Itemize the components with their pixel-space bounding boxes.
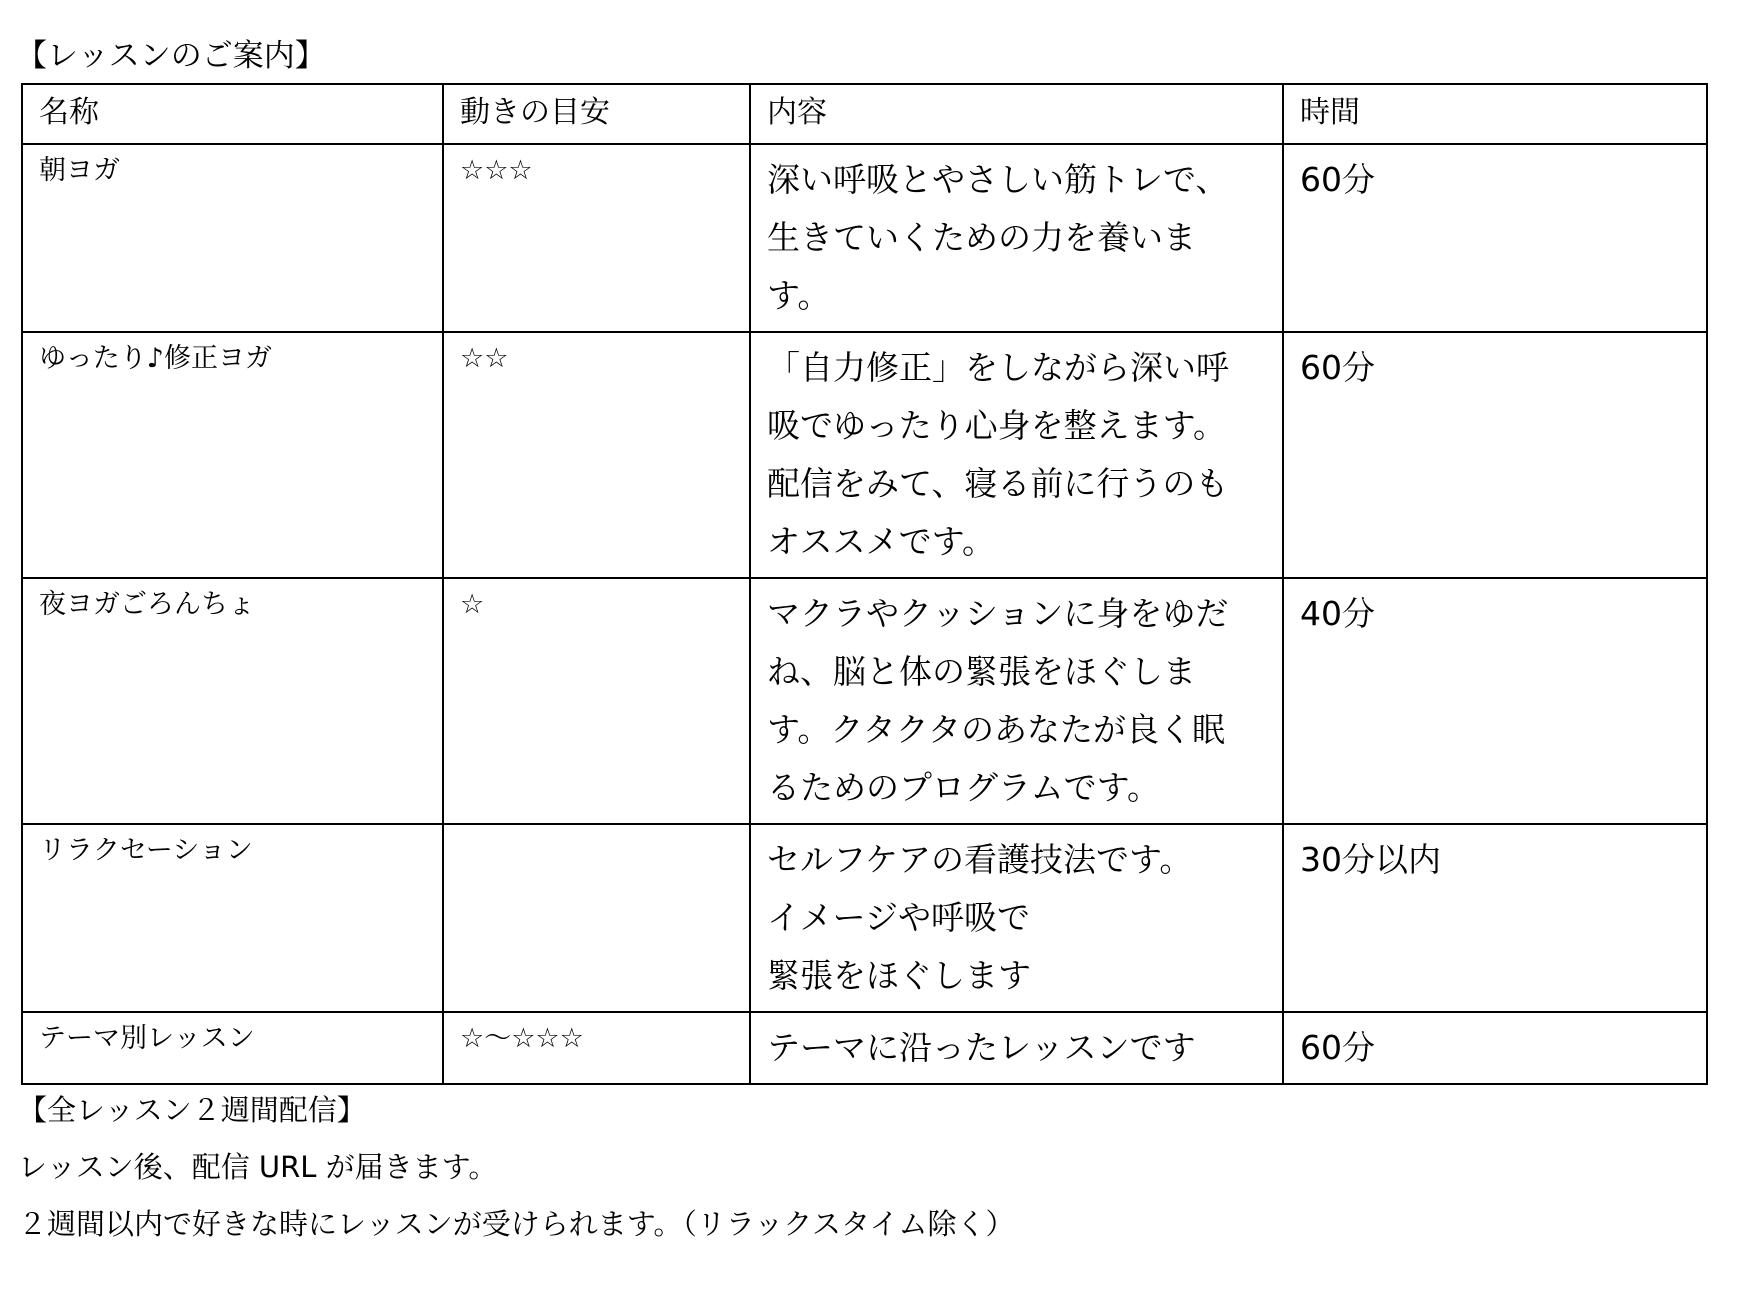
delivery-title: 【全レッスン２週間配信】	[18, 1093, 366, 1127]
lesson-intensity: ☆☆☆	[443, 144, 750, 332]
content-line: す。	[767, 276, 831, 315]
lesson-name: 朝ヨガ	[22, 144, 443, 332]
table-row	[22, 144, 1707, 332]
content-line: 生きていくための力を養いま	[767, 218, 1196, 257]
lesson-content	[750, 824, 1283, 1012]
lesson-time: 60分	[1283, 332, 1707, 578]
content-line: 「自力修正」をしながら深い呼	[767, 348, 1229, 387]
page-title: 【レッスンのご案内】	[16, 38, 326, 74]
lesson-name: 夜ヨガごろんちょ	[22, 578, 443, 824]
lesson-intensity: ☆☆	[443, 332, 750, 578]
lesson-content	[750, 144, 1283, 332]
content-line: テーマに沿ったレッスンです	[767, 1028, 1196, 1067]
content-line: ね、脳と体の緊張をほぐしま	[767, 652, 1196, 691]
lesson-content	[750, 332, 1283, 578]
content-line: イメージや呼吸で	[767, 898, 1031, 937]
lesson-content	[750, 1012, 1283, 1084]
lesson-time: 30分以内	[1283, 824, 1707, 1012]
lesson-time: 60分	[1283, 144, 1707, 332]
content-line: 配信をみて、寝る前に行うのも	[767, 464, 1229, 503]
lesson-time: 40分	[1283, 578, 1707, 824]
header-name: 名称	[22, 84, 443, 144]
content-line: 吸でゆったり心身を整えます。	[767, 406, 1227, 445]
delivery-notes	[18, 1082, 1014, 1253]
header-content: 内容	[750, 84, 1283, 144]
lesson-intensity: ☆～☆☆☆	[443, 1012, 750, 1084]
content-line: 深い呼吸とやさしい筋トレで、	[767, 160, 1229, 199]
lesson-name: テーマ別レッスン	[22, 1012, 443, 1084]
lesson-intensity: ☆	[443, 578, 750, 824]
table-row	[22, 578, 1707, 824]
table-header-row	[22, 84, 1707, 144]
delivery-line-period: ２週間以内で好きな時にレッスンが受けられます。（リラックスタイム除く）	[18, 1207, 1015, 1241]
content-line: マクラやクッションに身をゆだ	[767, 594, 1229, 633]
content-line: 緊張をほぐします	[767, 956, 1031, 995]
lesson-name: ゆったり♪修正ヨガ	[22, 332, 443, 578]
lesson-name: リラクセーション	[22, 824, 443, 1012]
content-line: す。クタクタのあなたが良く眠	[767, 710, 1226, 749]
content-line: オススメです。	[767, 522, 996, 561]
lesson-table	[21, 83, 1708, 1085]
content-line: るためのプログラムです。	[767, 768, 1161, 807]
lesson-intensity	[443, 824, 750, 1012]
delivery-line-url: レッスン後、配信 URL が届きます。	[18, 1150, 498, 1184]
table-row	[22, 332, 1707, 578]
table-row	[22, 1012, 1707, 1084]
header-time: 時間	[1283, 84, 1707, 144]
header-intensity: 動きの目安	[443, 84, 750, 144]
lesson-time: 60分	[1283, 1012, 1707, 1084]
table-row	[22, 824, 1707, 1012]
lesson-content	[750, 578, 1283, 824]
content-line: セルフケアの看護技法です。	[767, 840, 1193, 879]
